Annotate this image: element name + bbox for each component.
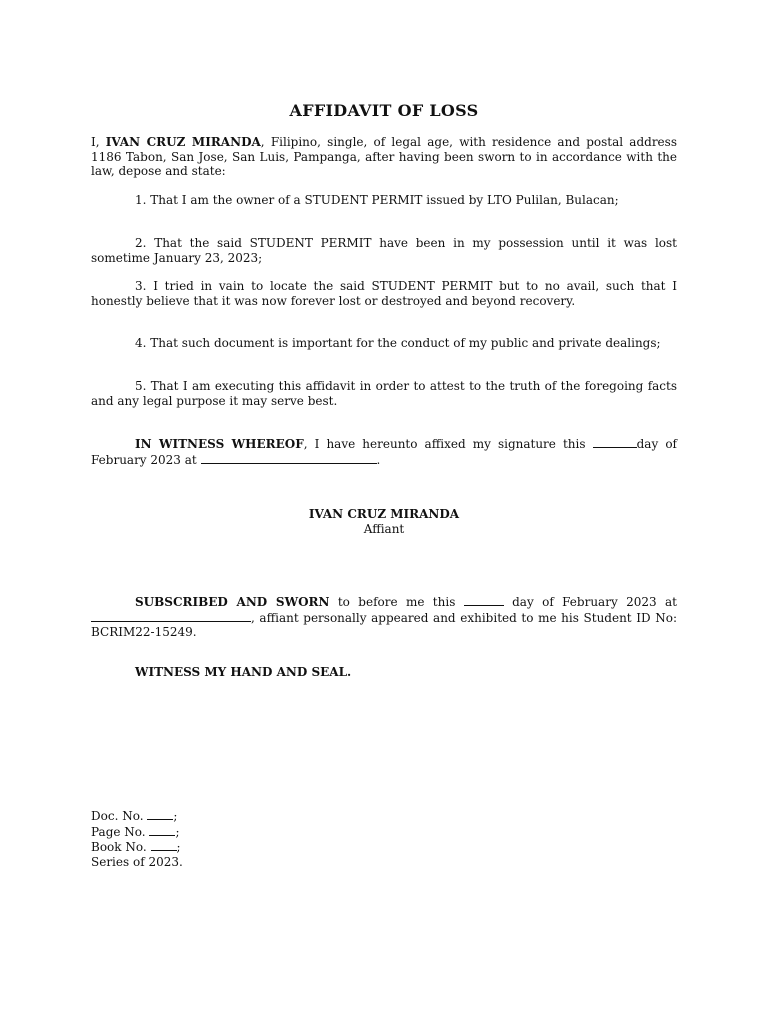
witness-bold: IN WITNESS WHEREOF bbox=[135, 437, 304, 451]
affiant-name: IVAN CRUZ MIRANDA bbox=[105, 135, 261, 149]
page-no-line bbox=[91, 824, 183, 840]
affidavit-page bbox=[91, 0, 677, 1024]
intro-text: , Filipino, single, of legal age, with residence and postal address 1186 Tabon, San Jose, San Luis, Pampanga, after having been sworn to in accordance with the law, depose and state: bbox=[91, 135, 677, 178]
doc-no-blank[interactable] bbox=[147, 808, 173, 820]
statement-1: 1. That I am the owner of a STUDENT PERMIT issued by LTO Pulilan, Bulacan; bbox=[135, 193, 619, 207]
signature-name: IVAN CRUZ MIRANDA bbox=[308, 507, 460, 521]
jurat-text-2: day of February 2023 at bbox=[503, 595, 677, 609]
witness-text-1: , I have hereunto affixed my signature this bbox=[303, 437, 593, 451]
witness-hand-seal: WITNESS MY HAND AND SEAL. bbox=[135, 665, 352, 679]
place-blank[interactable] bbox=[201, 452, 377, 464]
jurat-text-3: , affiant personally appeared and exhibited to me his Student ID No: BCRIM22-15249. bbox=[91, 610, 677, 639]
book-no-line bbox=[91, 839, 183, 855]
jurat-day-blank[interactable] bbox=[464, 594, 504, 606]
page-no-semicolon: ; bbox=[175, 824, 180, 839]
intro-prefix: I, bbox=[91, 135, 106, 149]
witness-text-3: . bbox=[376, 452, 381, 467]
doc-no-semicolon: ; bbox=[173, 809, 178, 823]
doc-no-label: Doc. No. bbox=[91, 809, 148, 823]
witness-text-2: day of February 2023 at bbox=[91, 437, 677, 467]
day-blank[interactable] bbox=[593, 436, 637, 448]
statement-2: 2. That the said STUDENT PERMIT have been in my possession until it was lost sometime January 23, 2023; bbox=[91, 236, 677, 265]
signature-role: Affiant bbox=[363, 522, 405, 536]
statement-4: 4. That such document is important for the conduct of my public and private dealings; bbox=[135, 336, 661, 350]
doc-no-line bbox=[91, 808, 183, 824]
jurat-text-1: to before me this bbox=[329, 595, 464, 609]
jurat-place-blank[interactable] bbox=[91, 610, 251, 622]
statement-3: 3. I tried in vain to locate the said STUDENT PERMIT but to no avail, such that I honestly believe that it was now forever lost or destroyed and beyond recovery. bbox=[91, 279, 677, 308]
jurat-bold: SUBSCRIBED AND SWORN bbox=[135, 595, 330, 609]
book-no-blank[interactable] bbox=[151, 839, 177, 851]
signature-block bbox=[91, 507, 677, 537]
jurat-paragraph bbox=[91, 594, 677, 640]
document-title: AFFIDAVIT OF LOSS bbox=[289, 101, 479, 120]
intro-paragraph bbox=[91, 135, 677, 179]
statement-5: 5. That I am executing this affidavit in order to attest to the truth of the foregoing facts and any legal purpose it may serve best. bbox=[91, 379, 677, 408]
notarial-register bbox=[91, 808, 183, 869]
page-no-blank[interactable] bbox=[149, 824, 175, 836]
book-no-label: Book No. bbox=[91, 840, 151, 854]
series-line: Series of 2023. bbox=[91, 854, 183, 869]
page-no-label: Page No. bbox=[91, 824, 150, 839]
book-no-semicolon: ; bbox=[176, 840, 181, 854]
witness-paragraph bbox=[91, 436, 677, 467]
